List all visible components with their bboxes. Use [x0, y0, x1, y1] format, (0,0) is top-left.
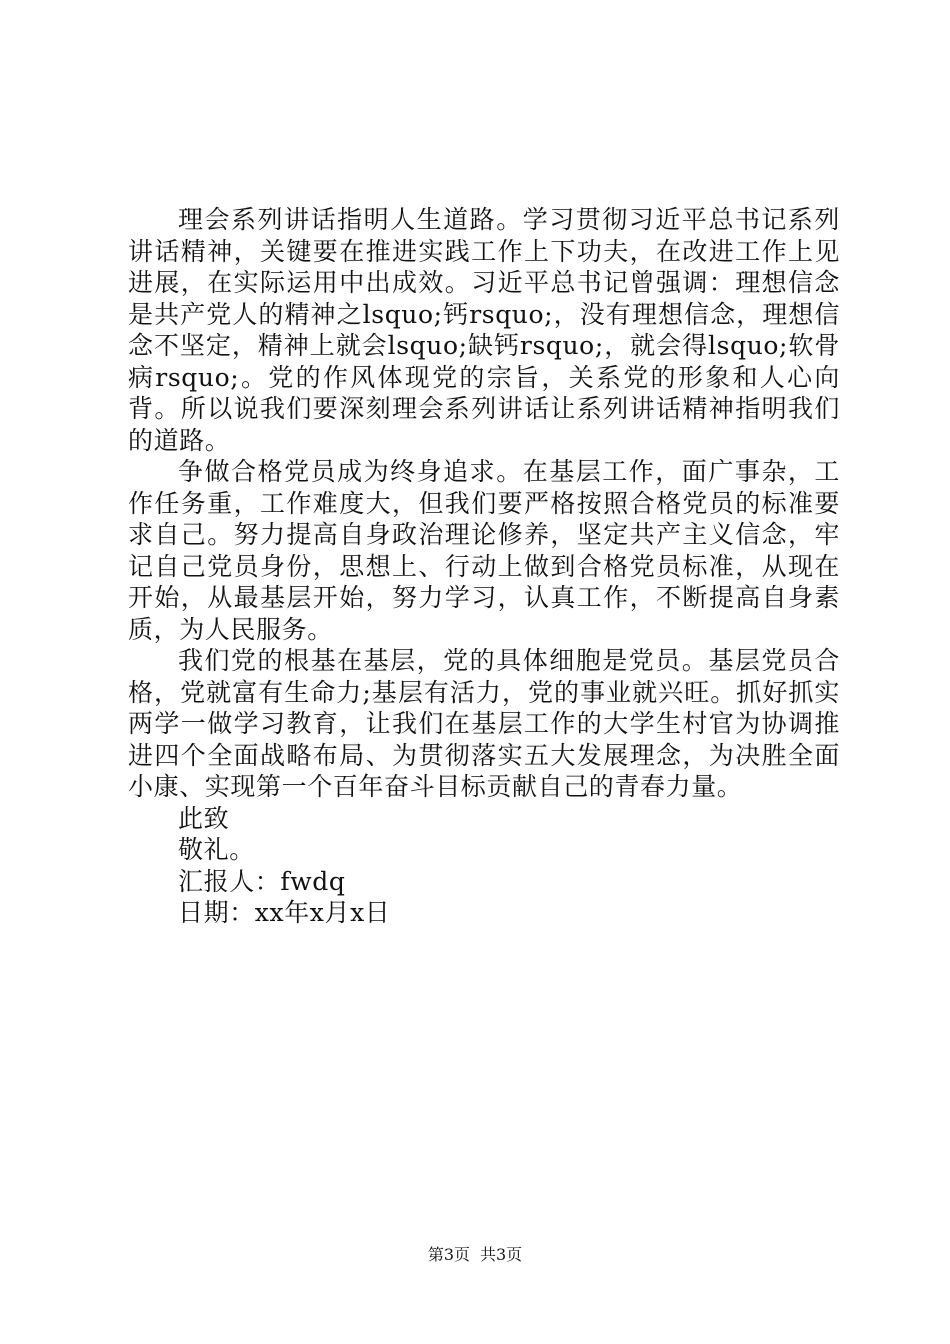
- date-line: 日期：xx年x月x日: [178, 898, 391, 927]
- paragraph-1: 理会系列讲话指明人生道路。学习贯彻习近平总书记系列讲话精神，关键要在推进实践工作上下功夫，在改进工作上见进展，在实际运用中出成效。习近平总书记曾强调：理想信念是共产党人的精神之lsquo;钙rsquo;，没有理想信念，理想信念不坚定，精神上就会lsquo;缺钙rsquo;，就会得lsquo;软骨病rsquo;。党的作风体现党的宗旨，关系党的形象和人心向背。所以说我们要深刻理会系列讲话让系列讲话精神指明我们的道路。: [128, 205, 840, 455]
- document-body: [128, 204, 840, 929]
- page-footer: [0, 1244, 950, 1266]
- closing-salutation: 此致: [178, 803, 230, 833]
- paragraph-2: 争做合格党员成为终身追求。在基层工作，面广事杂，工作任务重，工作难度大，但我们要严格按照合格党员的标准要求自己。努力提高自身政治理论修养，坚定共产主义信念，牢记自己党员身份，思想上、行动上做到合格党员标准，从现在开始，从最基层开始，努力学习，认真工作，不断提高自身素质，为人民服务。: [128, 457, 840, 644]
- paragraph-3: 我们党的根基在基层，党的具体细胞是党员。基层党员合格，党就富有生命力;基层有活力，党的事业就兴旺。抓好抓实两学一做学习教育，让我们在基层工作的大学生村官为协调推进四个全面战略布局、为贯彻落实五大发展理念，为决胜全面小康、实现第一个百年奋斗目标贡献自己的青春力量。: [128, 646, 840, 801]
- closing-respect: 敬礼。: [178, 835, 255, 864]
- page-number-total: 共3页: [480, 1245, 523, 1264]
- reporter-line: 汇报人：fwdq: [178, 866, 346, 896]
- page-number-current: 第3页: [427, 1245, 470, 1264]
